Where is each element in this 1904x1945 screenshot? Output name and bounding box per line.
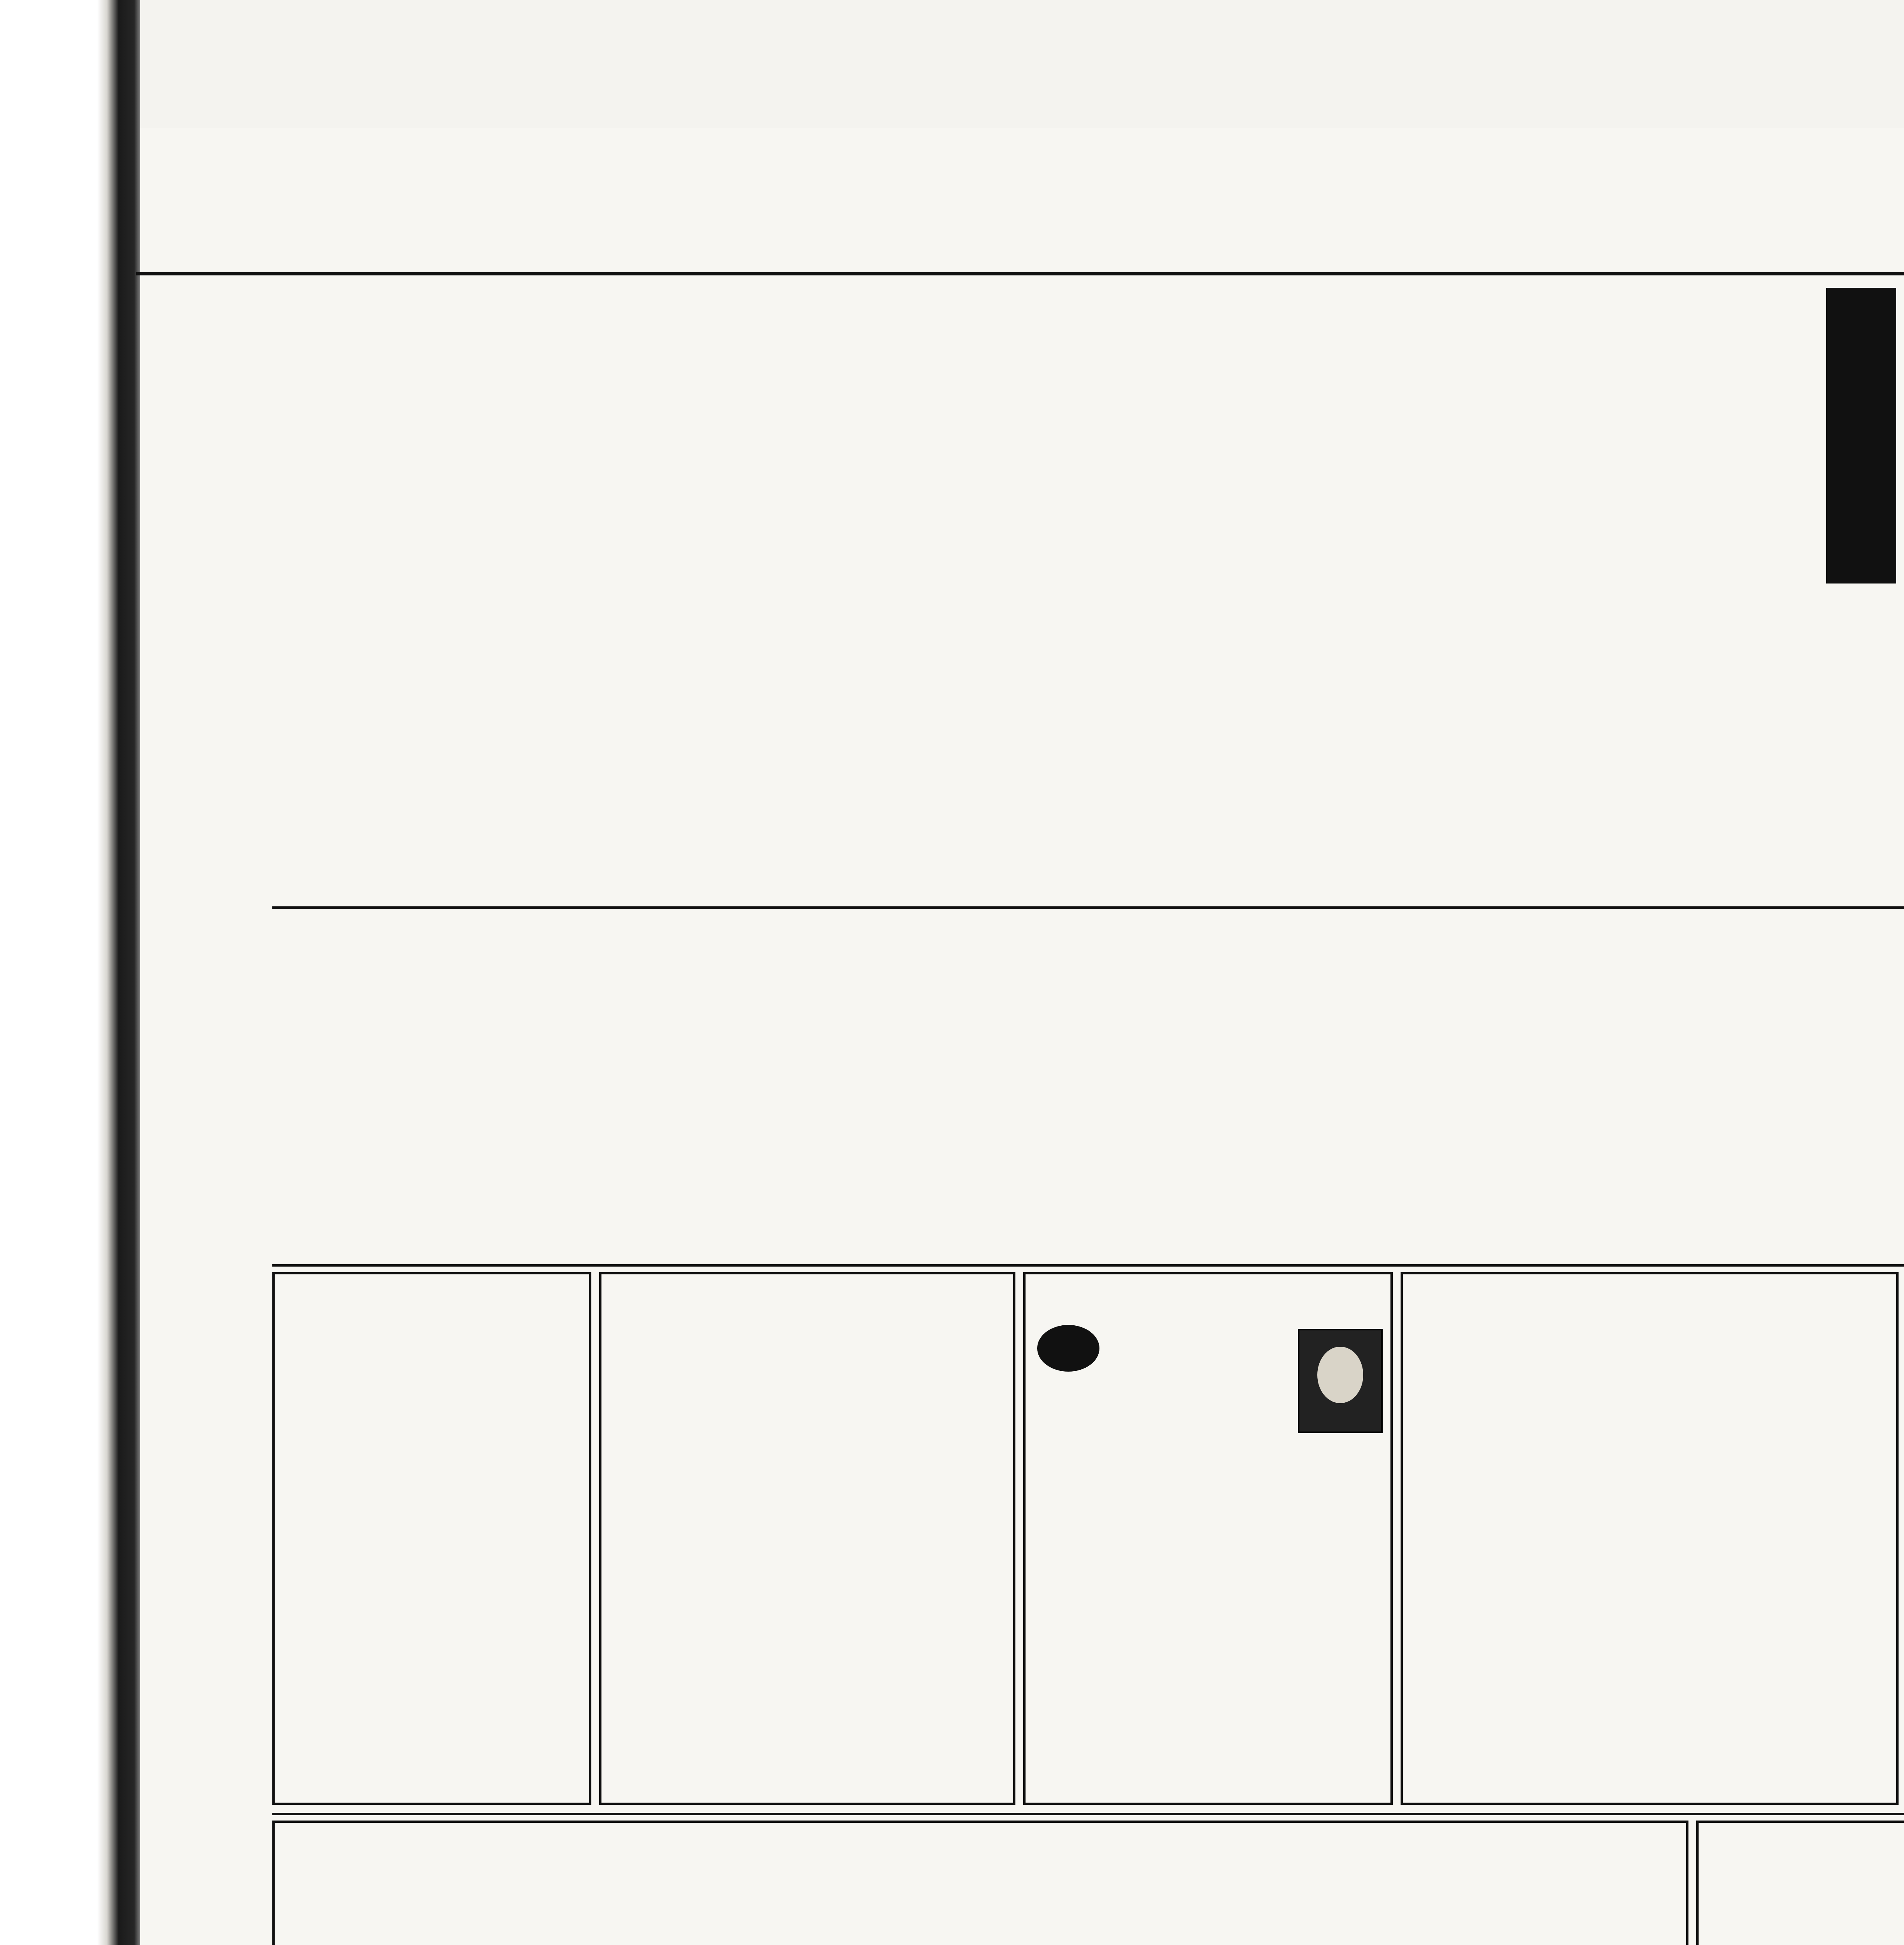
ad-dakuan	[667, 914, 939, 1256]
kamlee-ad	[1696, 1821, 1904, 1945]
winghing-slogan	[869, 1492, 998, 1796]
ad-kaiye	[1359, 914, 1523, 1256]
ad-jingji	[1531, 914, 1686, 1256]
ad-nongcun	[1211, 914, 1352, 1256]
notices-row	[272, 914, 1904, 1264]
rule-1	[272, 906, 1904, 909]
company-logo	[1037, 1325, 1099, 1372]
bookstore-titles	[1445, 1282, 1795, 1741]
kinson-ad	[1023, 1272, 1393, 1805]
article-ziyoudang	[1363, 288, 1581, 599]
article-zhou	[1363, 607, 1581, 895]
article-huang	[892, 288, 1141, 599]
rule-2	[272, 1264, 1904, 1267]
kinson-photo	[1298, 1329, 1383, 1433]
winghing-ad	[599, 1272, 1015, 1805]
masthead	[136, 237, 1904, 275]
rule-3	[272, 1813, 1904, 1815]
cinema-ad	[1694, 914, 1896, 1256]
bookstore-title	[1803, 1282, 1888, 1800]
article-dayun	[1157, 288, 1352, 895]
bookstore-ad	[1401, 1272, 1899, 1805]
section-badge	[1826, 288, 1896, 584]
lotus-ad	[272, 1272, 591, 1805]
bookstore-footer	[1411, 1282, 1434, 1800]
article-youth	[892, 607, 1141, 895]
masthead-chinese-date	[1373, 245, 1393, 273]
kinson-body	[1037, 1446, 1380, 1796]
ad-minzhi	[947, 914, 1204, 1256]
success-realty-ad	[272, 1821, 1688, 1945]
binding-spine	[0, 0, 140, 1945]
article-donation	[636, 288, 877, 895]
news-section	[272, 284, 1904, 906]
winghing-goods	[733, 1492, 861, 1796]
article-hongmen	[1597, 288, 1815, 895]
winghing-prices	[608, 1492, 725, 1796]
